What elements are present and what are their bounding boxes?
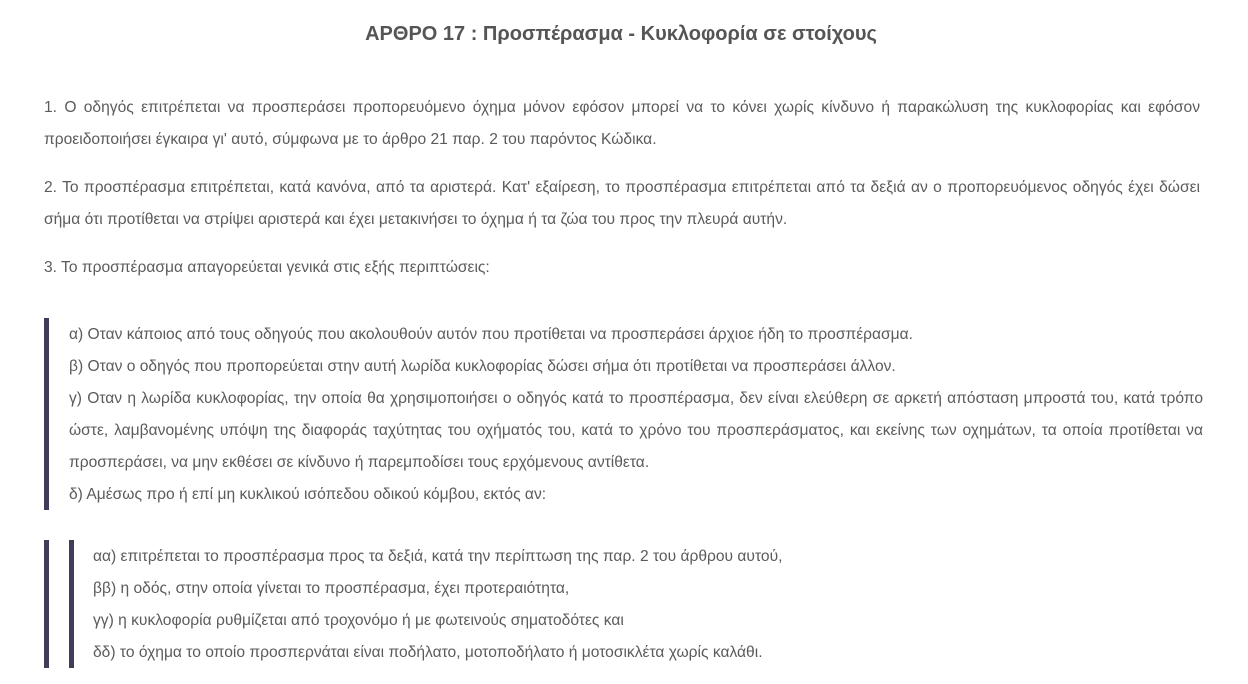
subcase-dd: δδ) το όχημα το οποίο προσπερνάται είναι ποδήλατο, μοτοποδήλατο ή μοτοσικλέτα χωρίς καλάθι.	[93, 644, 763, 661]
subcase-aa: αα) επιτρέπεται το προσπέρασμα προς τα δεξιά, κατά την περίπτωση της παρ. 2 του άρθρου αυτού,	[93, 548, 783, 565]
cases-blockquote	[44, 318, 1203, 510]
case-a: α) Οταν κάποιος από τους οδηγούς που ακολουθούν αυτόν που προτίθεται να προσπεράσει άρχιοε ήδη το προσπέρασμα.	[69, 326, 914, 343]
paragraph-3: 3. Το προσπέρασμα απαγορεύεται γενικά στις εξής περιπτώσεις:	[44, 259, 490, 276]
article-title: ΑΡΘΡΟ 17 : Προσπέρασμα - Κυκλοφορία σε στοίχους	[365, 23, 877, 45]
paragraph-1: 1. Ο οδηγός επιτρέπεται να προσπεράσει προπορευόμενο όχημα μόνον εφόσον μπορεί να το κόνει χωρίς κίνδυνο ή παρακώλυση της κυκλοφορίας και εφόσον προειδοποιήσει έγκαιρα γι' αυτό, σύμφωνα με το άρθρο 21 παρ. 2 του παρόντος Κώδικα.	[44, 99, 1200, 148]
paragraph-2: 2. Το προσπέρασμα επιτρέπεται, κατά κανόνα, από τα αριστερά. Κατ' εξαίρεση, το προσπέρασμα επιτρέπεται από τα δεξιά αν ο προπορευόμενος οδηγός έχει δώσει σήμα ότι προτίθεται να στρίψει αριστερά και έχει μετακινήσει το όχημα ή τα ζώα του προς την πλευρά αυτήν.	[44, 179, 1200, 228]
subcase-gg: γγ) η κυκλοφορία ρυθμίζεται από τροχονόμο ή με φωτεινούς σηματοδότες και	[93, 612, 624, 629]
case-b: β) Οταν ο οδηγός που προπορεύεται στην αυτή λωρίδα κυκλοφορίας δώσει σήμα ότι προτίθεται να προσπεράσει άλλον.	[69, 358, 896, 375]
subcases-blockquote	[69, 540, 1203, 668]
case-d: δ) Αμέσως προ ή επί μη κυκλικού ισόπεδου οδικού κόμβου, εκτός αν:	[69, 486, 547, 503]
subcase-bb: ββ) η οδός, στην οποία γίνεται το προσπέρασμα, έχει προτεραιότητα,	[93, 580, 570, 597]
case-c: γ) Οταν η λωρίδα κυκλοφορίας, την οποία θα χρησιμοποιήσει ο οδηγός κατά το προσπέρασμα, δεν είναι ελεύθερη σε αρκετή απόσταση μπροστά του, κατά τρόπο ώστε, λαμβανομένης υπόψη της διαφοράς ταχύτητας του οχήματός του, κατά το χρόνο του προσπεράσματος, και εκείνης των οχημάτων, τα οποία προτίθεται να προσπεράσει, να μην εκθέσει σε κίνδυνο ή παρεμποδίσει τους ερχόμενους αντίθετα.	[69, 390, 1203, 471]
subcases-outer-blockquote	[44, 540, 1200, 668]
